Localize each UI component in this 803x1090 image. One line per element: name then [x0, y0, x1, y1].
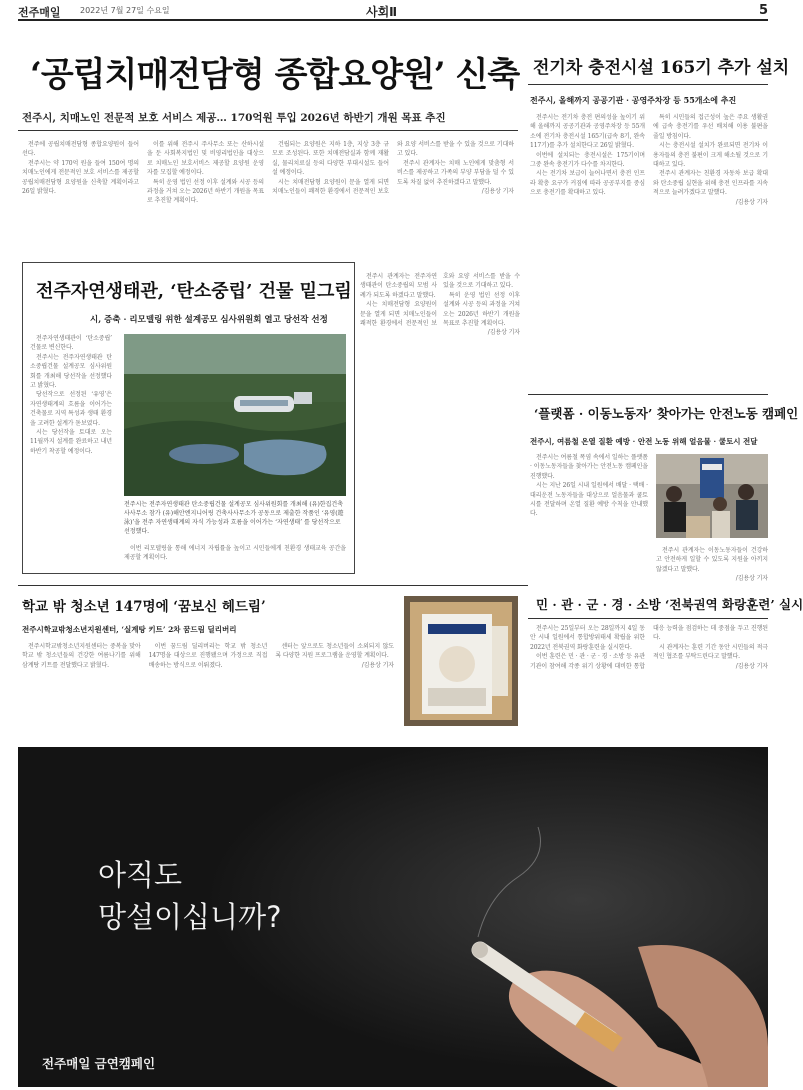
article1-para: 시는 치매전담형 요양원이 문을 열게 되면 치매노인들이 쾌적한 환경에서 전문적인 보호와 요양 서비스를 받을 수 있을 것으로 기대하고 있다.	[272, 141, 514, 196]
article5-para: 이번 꿈드림 딜리버리는 학교 밖 청소년 147명을 대상으로 진행됐으며 가정으로 직접 배송하는 방식으로 이뤄졌다.	[148, 643, 268, 669]
issue-date: 2022년 7월 27일 수요일	[80, 6, 170, 15]
article3-para: 전주시 관계자는 친환경 자동차 보급 확대와 탄소중립 실현을 위해 충전 인프라를 지속적으로 늘려가겠다고 말했다.	[653, 170, 768, 197]
article1-para: 전주시 관계자는 치매 노인에게 맞춤형 서비스를 제공하고 가족의 부양 부담을 덜 수 있도록 차질 없이 추진하겠다고 말했다.	[397, 159, 514, 186]
article1-rule	[18, 130, 518, 131]
newspaper-name: 전주매일	[18, 6, 61, 19]
article2-para: 당선작으로 선정된 ‘유영’은 자연생태계의 흐름을 이어가는 건축물로 지역 특성과 생태 환경을 고려한 설계가 돋보였다.	[30, 391, 112, 427]
article5-para: 센터는 앞으로도 청소년들이 소외되지 않도록 다양한 지원 프로그램을 운영할 계획이다.	[275, 643, 394, 660]
article1-para: 전주에 공립치매전담형 종합요양원이 들어선다.	[22, 141, 139, 158]
article2-para: 전주자연생태관이 ‘탄소중립’ 건물로 변신한다.	[30, 335, 112, 352]
article2-headline: 전주자연생태관, ‘탄소중립’ 건물 밑그림	[36, 281, 352, 302]
article5-headline: 학교 밖 청소년 147명에 ‘꿈보신 헤드림’	[22, 599, 266, 615]
article3-rule	[528, 84, 768, 85]
article3-subhead: 전주시, 올해까지 공공기관 · 공영주차장 등 55개소에 추진	[530, 95, 737, 105]
article6-rule	[528, 618, 768, 619]
article4-para: 전주시 관계자는 이동노동자들이 건강하고 안전하게 일할 수 있도록 지원을 아끼지 않겠다고 말했다.	[656, 547, 768, 573]
article6-reporter: /김용상 기자	[735, 662, 768, 670]
article3-para: 시는 충전시설 설치가 완료되면 전기차 이용자들의 충전 불편이 크게 해소될 것으로 기대하고 있다.	[653, 142, 768, 169]
article2-photo-caption: 전주시는 전주자연생태관 탄소중립건물 설계공모 심사위원회를 개최해 (유)한집건축사사무소 참가 (유)해안엔지니어링 건축사사무소가 공동으로 제출한 작품인 ‘유영(遊泳)’을 전주 자연생태계의 자식 가능성과 흐름을 이어가는 ‘자연생태’ 를 당선작으로 선정했다.	[124, 501, 344, 535]
article6-para: 이번 훈련은 민 · 관 · 군 · 경 · 소방 등 유관기관이 참여해 각종 위기 상황에 대비한 통합 대응 능력을 점검하는 데 중점을 두고 진행된다.	[530, 625, 768, 670]
article2-para: 특히 운영 법인 선정 이후 설계와 시공 등의 과정을 거쳐 오는 2026년 하반기 개원을 목표로 추진할 계획이다.	[443, 291, 520, 328]
ad-footer-caption: 전주매일 금연캠페인	[42, 1056, 156, 1071]
article2-para: 시는 치매전담형 요양원이 문을 열게 되면 치매노인들이 쾌적한 환경에서 전문적인 보호와 요양 서비스를 받을 수 있을 것으로 기대하고 있다.	[360, 273, 520, 328]
article5-top-rule	[18, 585, 528, 586]
article1-para: 특히 운영 법인 선정 이후 설계와 시공 등의 과정을 거쳐 오는 2026년 하반기 개원을 목표로 추진할 계획이다.	[147, 178, 264, 205]
article6-para: 시 관계자는 훈련 기간 동안 시민들의 적극적인 협조를 부탁드린다고 말했다.	[653, 643, 768, 661]
article1-subhead: 전주시, 치매노인 전문적 보호 서비스 제공… 170억원 투입 2026년 하반기 개원 목표 추진	[22, 112, 446, 124]
campaign-photo	[656, 454, 768, 538]
article2-body-right	[360, 272, 520, 568]
article5-reporter: /김용상 기자	[361, 661, 394, 669]
article4-subhead: 전주시, 여름철 온열 질환 예방 · 안전 노동 위해 얼음물 · 쿨토시 전달	[530, 437, 758, 446]
article2-para: 전주시 관계자는 전주자연생태관이 탄소중립의 모범 사례가 되도록 하겠다고 말했다.	[360, 273, 437, 299]
article2-body-bottom	[124, 544, 346, 568]
header-rule	[18, 19, 768, 21]
article3-para: 이번에 설치되는 충전시설은 175기이며 그중 완속 충전기가 다수를 차지한다.	[530, 151, 645, 169]
article6-headline: 민 · 관 · 군 · 경 · 소방 ‘전북권역 화랑훈련’ 실시	[536, 597, 803, 612]
article4-body-under-photo	[656, 546, 768, 583]
article6-para: 전주시는 25일부터 오는 28일까지 4일 동안 시내 일원에서 통합방위태세 확립을 위한 2022년 전북권역 화랑훈련을 실시한다.	[530, 625, 645, 651]
article2-para: 전주시는 전주자연생태관 탄소중립건물 설계공모 심사위원회를 개최해 당선작을 선정했다고 밝혔다.	[30, 353, 112, 390]
article3-reporter: /김용상 기자	[735, 198, 768, 206]
article2-body-left	[30, 334, 112, 566]
samgyetang-kit-photo	[404, 596, 518, 726]
ad-line-1: 아직도	[98, 858, 183, 892]
section-name: 사회Ⅱ	[366, 5, 398, 19]
article1-para: 건립되는 요양원은 지하 1층, 지상 3층 규모로 조성된다. 또한 치매전담실과 함께 재활실, 물리치료실 등의 다양한 부대시설도 들어설 예정이다.	[272, 141, 389, 177]
article3-headline: 전기차 충전시설 165기 추가 설치	[533, 58, 790, 78]
article2-para: 시는 당선작을 토대로 오는 11월까지 설계를 완료하고 내년 하반기 착공할 예정이다.	[30, 429, 112, 455]
article5-subhead: 전주시학교밖청소년지원센터, ‘실계탕 키트’ 2차 꿈드림 딜리버리	[22, 625, 237, 634]
article5-para: 전주시학교밖청소년지원센터는 중복을 맞아 학교 밖 청소년들의 건강한 여름나기를 위해 삼계탕 키트를 전달했다고 밝혔다.	[22, 643, 141, 669]
article3-para: 시는 전기차 보급이 늘어나면서 충전 인프라 확충 요구가 커짐에 따라 공공부지를 중심으로 충전기를 확대하고 있다.	[530, 170, 645, 197]
no-smoking-ad	[18, 747, 768, 1087]
article1-headline: ‘공립치매전담형 종합요양원’ 신축	[30, 55, 520, 95]
article3-para: 전주시는 전기차 충전 편의성을 높이기 위해 올해까지 공공기관과 공영주차장 등 55개소에 전기차 충전시설 165기(급속 8기, 완속 117기)를 추가 설치한다고 26일 밝혔다.	[530, 114, 645, 150]
article4-body	[530, 453, 648, 577]
nature-center-rendering-photo	[124, 334, 346, 496]
article2-reporter: /김용상 기자	[487, 329, 520, 337]
article3-body	[530, 113, 768, 385]
article1-body	[22, 140, 514, 245]
ad-line-2: 망설이십니까?	[98, 900, 282, 934]
article1-para: 이를 위해 전주시 주사무소 또는 산하시설을 둔 사회복지법인 및 비영리법인을 대상으로 치매노인 보호서비스 제공할 요양원 운영자를 모집할 예정이다.	[147, 141, 264, 177]
article4-para: 시는 지난 26일 시내 일원에서 배달 · 택배 · 대리운전 노동자들을 대상으로 얼음물과 쿨토시를 전달하며 온열 질환 예방 수칙을 안내했다.	[530, 482, 648, 518]
article1-reporter: /김용상 기자	[481, 188, 514, 196]
page-number: 5	[758, 3, 768, 18]
article2-subhead: 시, 증축 · 리모델링 위한 설계공모 심사위원회 열고 당선작 선정	[90, 315, 328, 325]
article4-reporter: /김용상 기자	[735, 575, 768, 583]
article2-para: 이번 리모델링을 통해 에너지 자립률을 높이고 시민들에게 친환경 생태교육 공간을 제공할 계획이다.	[124, 545, 346, 562]
article1-para: 전주시는 약 170억 원을 들여 150여 명의 치매노인에게 전문적인 보호 서비스를 제공할 공립치매전담형 요양원을 신축할 계획이라고 26일 밝혔다.	[22, 159, 139, 196]
article3-para: 특히 시민들의 접근성이 높은 주요 생활권에 급속 충전기를 우선 배치해 이용 불편을 줄일 방침이다.	[653, 114, 768, 140]
article5-body	[22, 642, 394, 732]
article6-body	[530, 624, 768, 730]
article4-para: 전주시는 여름철 폭염 속에서 일하는 플랫폼 · 이동노동자들을 찾아가는 안전노동 캠페인을 진행했다.	[530, 454, 648, 480]
article4-headline: ‘플랫폼 · 이동노동자’ 찾아가는 안전노동 캠페인	[534, 406, 799, 421]
page-header	[18, 4, 768, 20]
article4-top-rule	[528, 394, 768, 395]
